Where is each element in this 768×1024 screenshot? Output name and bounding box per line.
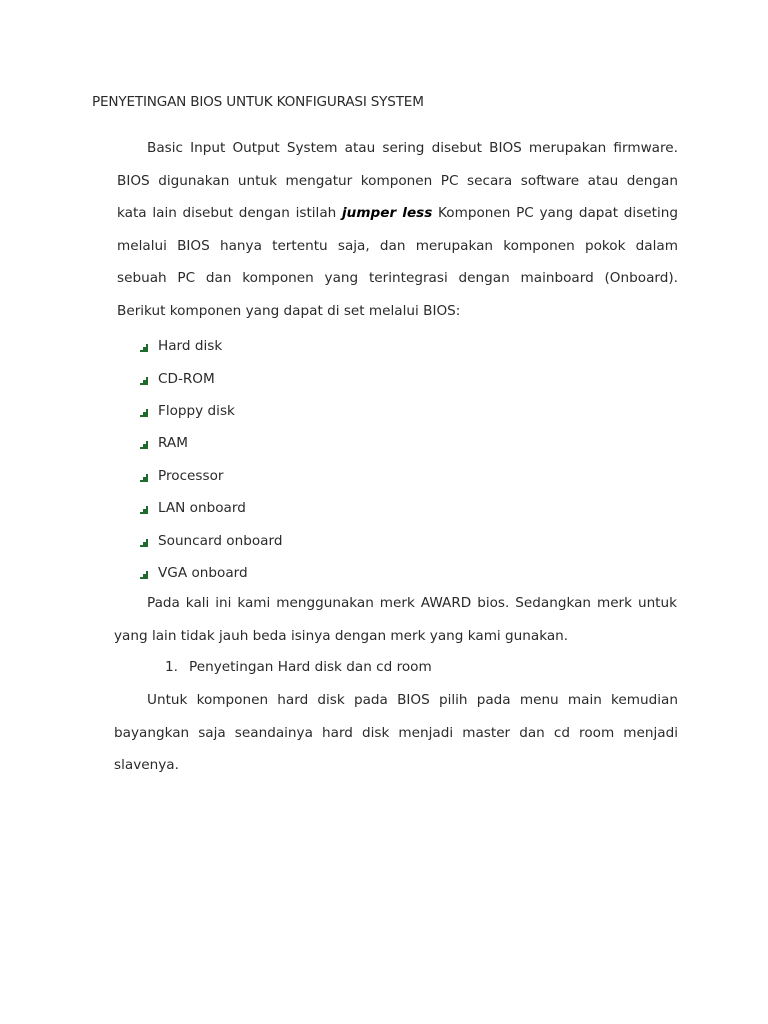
list-item: [140, 492, 282, 524]
square-corner-bullet-icon: [140, 506, 148, 514]
intro-line-2: BIOS digunakan untuk mengatur komponen PC secara software atau dengan: [117, 172, 678, 189]
list-item: [140, 395, 282, 427]
list-item-label: Processor: [158, 467, 224, 484]
section-number: 1.: [165, 659, 178, 675]
list-item: [140, 524, 282, 556]
list-item: [140, 427, 282, 459]
intro-line-1: Basic Input Output System atau sering disebut BIOS merupakan firmware.: [147, 140, 678, 156]
list-item-label: VGA onboard: [158, 564, 248, 581]
section-heading-text: Penyetingan Hard disk dan cd room: [189, 659, 432, 675]
list-item: [140, 557, 282, 589]
square-corner-bullet-icon: [140, 344, 148, 352]
square-corner-bullet-icon: [140, 441, 148, 449]
intro-line-3-after: Komponen PC yang dapat diseting: [432, 205, 679, 222]
intro-line-4: melalui BIOS hanya tertentu saja, dan merupakan komponen pokok dalam: [117, 237, 678, 254]
hard-disk-line-3: slavenya.: [114, 757, 179, 774]
list-item-label: Floppy disk: [158, 402, 235, 419]
award-bios-paragraph: [114, 587, 677, 652]
hard-disk-line-1: Untuk komponen hard disk pada BIOS pilih pada menu main kemudian: [147, 692, 678, 708]
list-item-label: RAM: [158, 435, 188, 452]
document-title: PENYETINGAN BIOS UNTUK KONFIGURASI SYSTEM: [92, 94, 424, 110]
square-corner-bullet-icon: [140, 571, 148, 579]
square-corner-bullet-icon: [140, 474, 148, 482]
list-item-label: Hard disk: [158, 338, 223, 355]
intro-line-3-before: kata lain disebut dengan istilah: [117, 205, 342, 222]
list-item-label: Souncard onboard: [158, 532, 283, 549]
list-item-label: LAN onboard: [158, 500, 246, 517]
hard-disk-line-2: bayangkan saja seandainya hard disk menjadi master dan cd room menjadi: [114, 724, 678, 741]
hard-disk-paragraph: [114, 684, 678, 782]
award-bios-line-2: yang lain tidak jauh beda isinya dengan merk yang kami gunakan.: [114, 627, 569, 644]
intro-line-5: sebuah PC dan komponen yang terintegrasi dengan mainboard (Onboard).: [117, 270, 678, 287]
list-item: [140, 362, 282, 394]
section-heading-1: [165, 651, 432, 684]
component-list: [140, 330, 282, 589]
list-item: [140, 330, 282, 362]
jumper-less-keyword: jumper less: [342, 205, 433, 222]
intro-line-3: [117, 197, 678, 230]
intro-line-6: Berikut komponen yang dapat di set melalui BIOS:: [117, 302, 461, 319]
square-corner-bullet-icon: [140, 409, 148, 417]
square-corner-bullet-icon: [140, 539, 148, 547]
award-bios-line-1: Pada kali ini kami menggunakan merk AWARD bios. Sedangkan merk untuk: [147, 595, 677, 611]
list-item-label: CD-ROM: [158, 370, 215, 387]
square-corner-bullet-icon: [140, 377, 148, 385]
intro-paragraph: [117, 132, 678, 328]
list-item: [140, 460, 282, 492]
